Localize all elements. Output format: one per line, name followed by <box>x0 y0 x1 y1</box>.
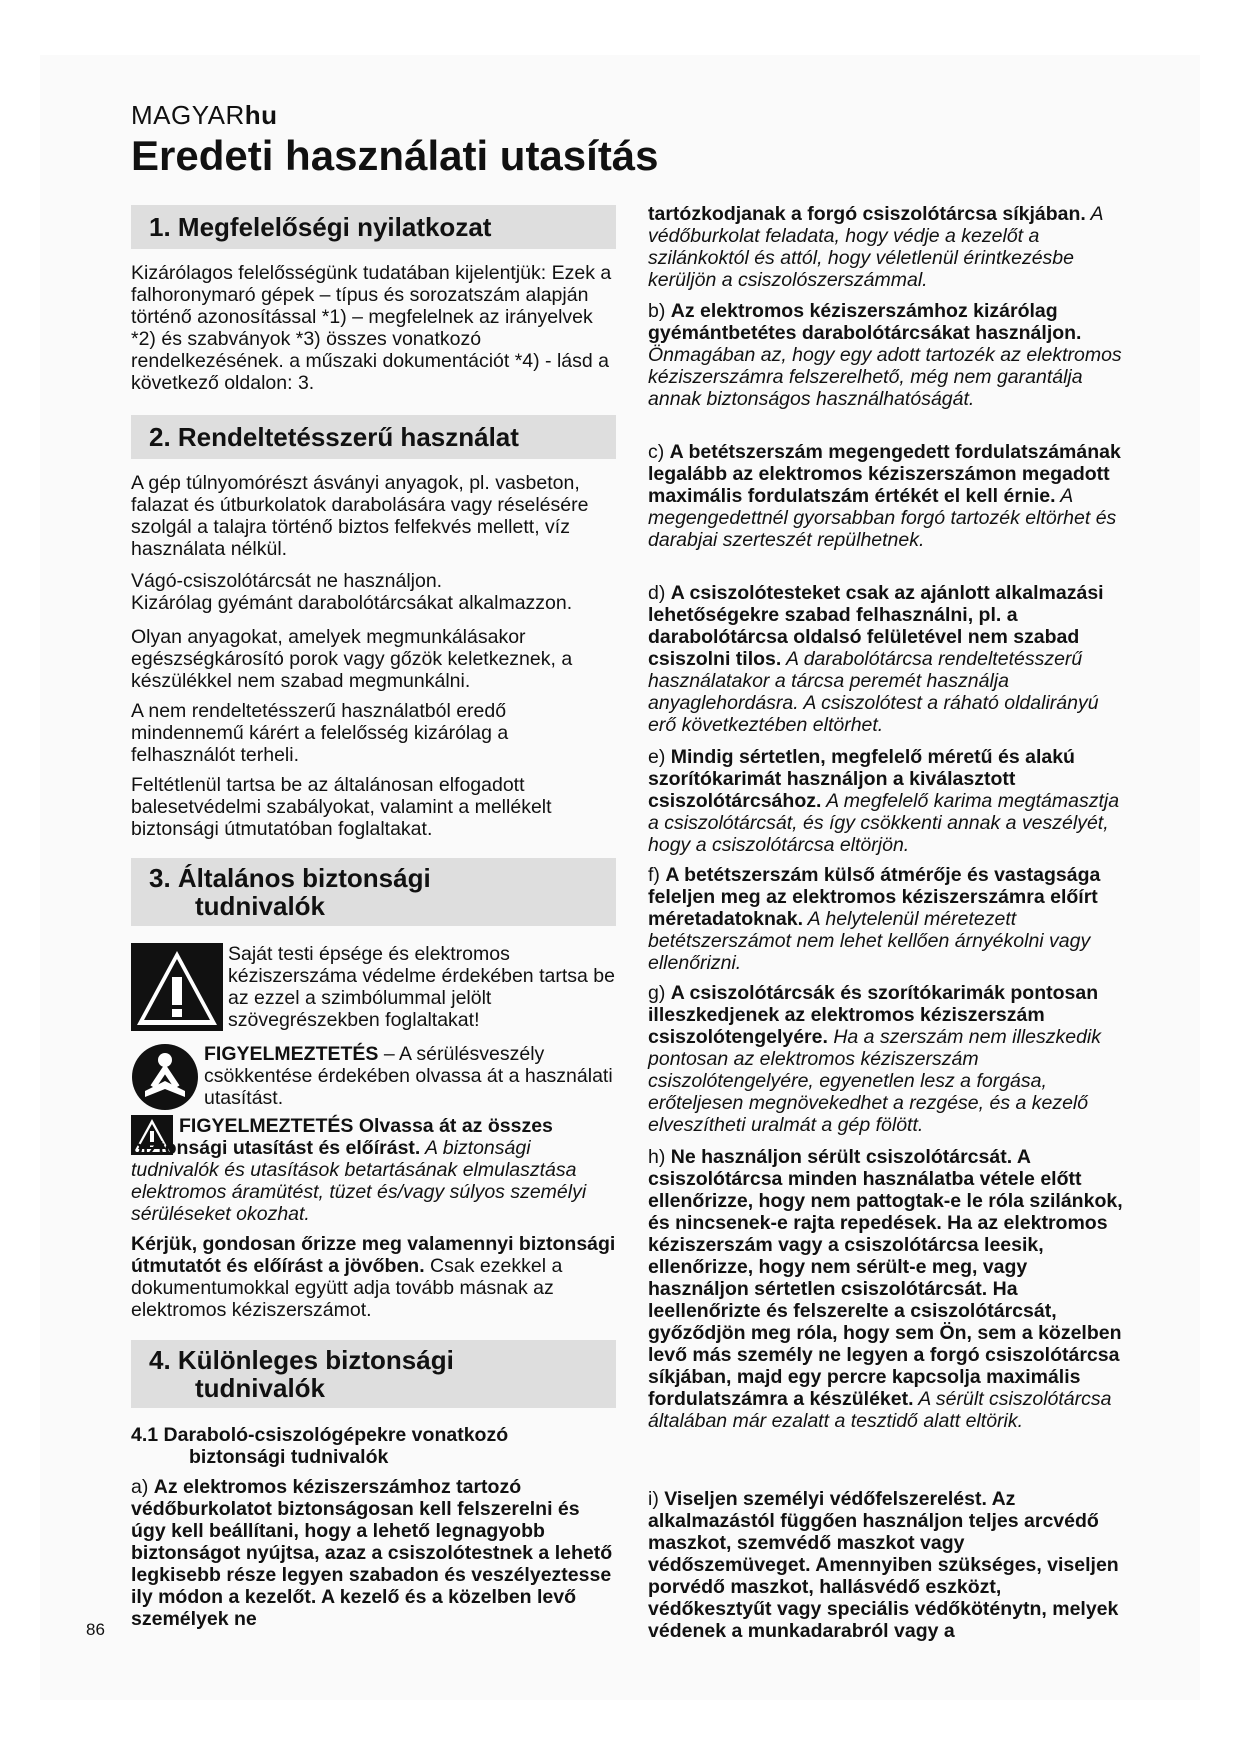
item-i-text: i) Viseljen személyi védőfelszerelést. Az alkalmazástól függően használjon teljes arcvédő maszkot, szemvédő maszkot vagy védőszemüveget. Amennyiben szükséges, viseljen porvédő maszkot, hallásvédő eszközt, védőkesztyűt vagy speciális védőköténytn, melyek védenek a munkadarabról vagy a <box>648 1488 1119 1642</box>
read-manual-icon <box>131 1043 199 1111</box>
item-f-text: f) A betétszerszám külső átmérője és vastagsága feleljen meg az elektromos kéziszerszámra előírt méretadatoknak. A helytelenül méretezett betétszerszámot nem lehet kellően árnyékolni vagy ellenőrizni. <box>648 864 1101 974</box>
item-a-continuation: tartózkodjanak a forgó csiszolótárcsa síkjában. A védőburkolat feladata, hogy védje a kezelőt a szilánkoktól és attól, hogy véletlenül érintkezésbe kerüljön a csiszolószerszámmal. <box>648 203 1103 291</box>
warning-triangle-icon <box>131 943 223 1031</box>
item-d-text: d) A csiszolótesteket csak az ajánlott alkalmazási lehetőségekre szabad felhasználni, pl. a darabolótárcsa oldalsó felületével nem szabad csiszolni tilos. A darabolótárcsa rendeltetésszerű használatakor a tárcsa peremét használja anyaglehordásra. A csiszolótest a ráható oldalirányú erő következtében eltörhet. <box>648 582 1104 736</box>
section-2-para-5: Feltétlenül tartsa be az általánosan elfogadott balesetvédelmi szabályokat, valamint a mellékelt biztonsági útmutatóban foglaltakat. <box>131 774 552 840</box>
item-c-text: c) A betétszerszám megengedett fordulatszámának legalább az elektromos kéziszerszámon megadott maximális fordulatszám értékét el kell érnie. A megengedettnél gyorsabban forgó tartozék eltörhet és darabjai szerteszét repülhetnek. <box>648 441 1121 551</box>
section-1-heading: 1. Megfelelőségi nyilatkozat <box>131 205 616 249</box>
item-a-text: a) Az elektromos kéziszerszámhoz tartozó védőburkolatot biztonságosan kell felszerelni és úgy kell beállítani, hogy a lehető legnagyobb biztonságot nyújtsa, azaz a csiszolótestnek a lehető legkisebb része legyen szabadon és veszélyeztesse ily módon a kezelőt. A kezelő és a közelben levő személyek ne <box>131 1476 613 1630</box>
keep-instructions-text: Kérjük, gondosan őrizze meg valamennyi biztonsági útmutatót és előírást a jövőben. Csak ezekkel a dokumentumokkal együtt adja tovább másnak az elektromos kéziszerszámot. <box>131 1233 616 1321</box>
item-b-text: b) Az elektromos kéziszerszámhoz kizárólag gyémántbetétes darabolótárcsákat használjon. Önmagában az, hogy egy adott tartozék az elektromos kéziszerszámra felszerelhető, még nem garantálja annak biztonságos használhatóságát. <box>648 300 1122 410</box>
warning-2-text: FIGYELMEZTETÉS – A sérülésveszély csökkentése érdekében olvassa át a használati utasítást. <box>204 1043 613 1109</box>
item-e-text: e) Mindig sértetlen, megfelelő méretű és alakú szorítókarimát használjon a kiválasztott csiszolótárcsához. A megfelelő karima megtámasztja a csiszolótárcsát, és így csökkenti annak a veszélyét, hogy a csiszolótárcsa eltörjön. <box>648 746 1120 856</box>
section-3-heading: 3. Általános biztonsági tudnivalók <box>131 858 616 926</box>
section-4-heading: 4. Különleges biztonsági tudnivalók <box>131 1340 616 1408</box>
page-title: Eredeti használati utasítás <box>131 132 659 179</box>
language-label: MAGYARhu <box>131 100 278 130</box>
warning-3-text: FIGYELMEZTETÉS Olvassa át az összes biztonsági utasítást és előírást. A biztonsági tudnivalók és utasítások betartásának elmulasztása elektromos áramütést, tüzet és/vagy súlyos személyi sérüléseket okozhat. <box>131 1115 587 1225</box>
section-1-text: Kizárólagos felelősségünk tudatában kijelentjük: Ezek a falhoronymaró gépek – típus és sorozatszám alapján történő azonosítással *1) – megfelelnek az irányelvek *2) és szabványok *3) összes vonatkozó rendelkezésének. a műszaki dokumentációt *4) - lásd a következő oldalon: 3. <box>131 262 612 394</box>
item-g-text: g) A csiszolótárcsák és szorítókarimák pontosan illeszkedjenek az elektromos kéziszerszám csiszolótengelyére. Ha a szerszám nem illeszkedik pontosan az elektromos kéziszerszám csiszolótengelyére, egyenetlen lesz a forgása, erőteljesen megnövekedhet a rezgése, és a kezelő elveszítheti uralmát a gép fölött. <box>648 982 1102 1136</box>
section-2-para-4: A nem rendeltetésszerű használatból eredő mindennemű kárért a felelősség kizárólag a felhasználót terheli. <box>131 700 509 766</box>
section-2-para-3: Olyan anyagokat, amelyek megmunkálásakor egészségkárosító porok vagy gőzök keletkeznek, a készülékkel nem szabad megmunkálni. <box>131 626 573 692</box>
item-h-text: h) Ne használjon sérült csiszolótárcsát. A csiszolótárcsa minden használatba vétele előtt ellenőrizze, hogy nem pattogtak-e le róla szilánkok, és nincsenek-e rajta repedések. Ha az elektromos kéziszerszám vagy a csiszolótárcsa leesik, ellenőrizze, hogy nem sérült-e meg, vagy használjon sértetlen csiszolótárcsát. Ha leellenőrizte és felszerelte a csiszolótárcsát, győződjön meg róla, hogy sem Ön, sem a közelben levő más személy ne legyen a forgó csiszolótárcsa síkjában, majd egy percre kapcsolja maximális fordulatszámra a készüléket. A sérült csiszolótárcsa általában már ezalatt a tesztidő alatt eltörik. <box>648 1146 1123 1432</box>
subsection-4-1-heading: 4.1 Daraboló-csiszológépekre vonatkozó biztonsági tudnivalók <box>131 1424 509 1468</box>
warning-1-text: Saját testi épsége és elektromos kéziszerszáma védelme érdekében tartsa be az ezzel a szimbólummal jelölt szövegrészekben foglaltakat! <box>228 943 615 1031</box>
page-number: 86 <box>86 1620 105 1639</box>
section-2-para-2: Vágó-csiszolótárcsát ne használjon. Kizárólag gyémánt darabolótárcsákat alkalmazzon. <box>131 570 573 614</box>
section-2-heading: 2. Rendeltetésszerű használat <box>131 415 616 459</box>
section-2-para-1: A gép túlnyomórészt ásványi anyagok, pl. vasbeton, falazat és útburkolatok darabolására vagy réselésére szolgál a talajra történő biztos felfekvés mellett, víz használata nélkül. <box>131 472 589 560</box>
